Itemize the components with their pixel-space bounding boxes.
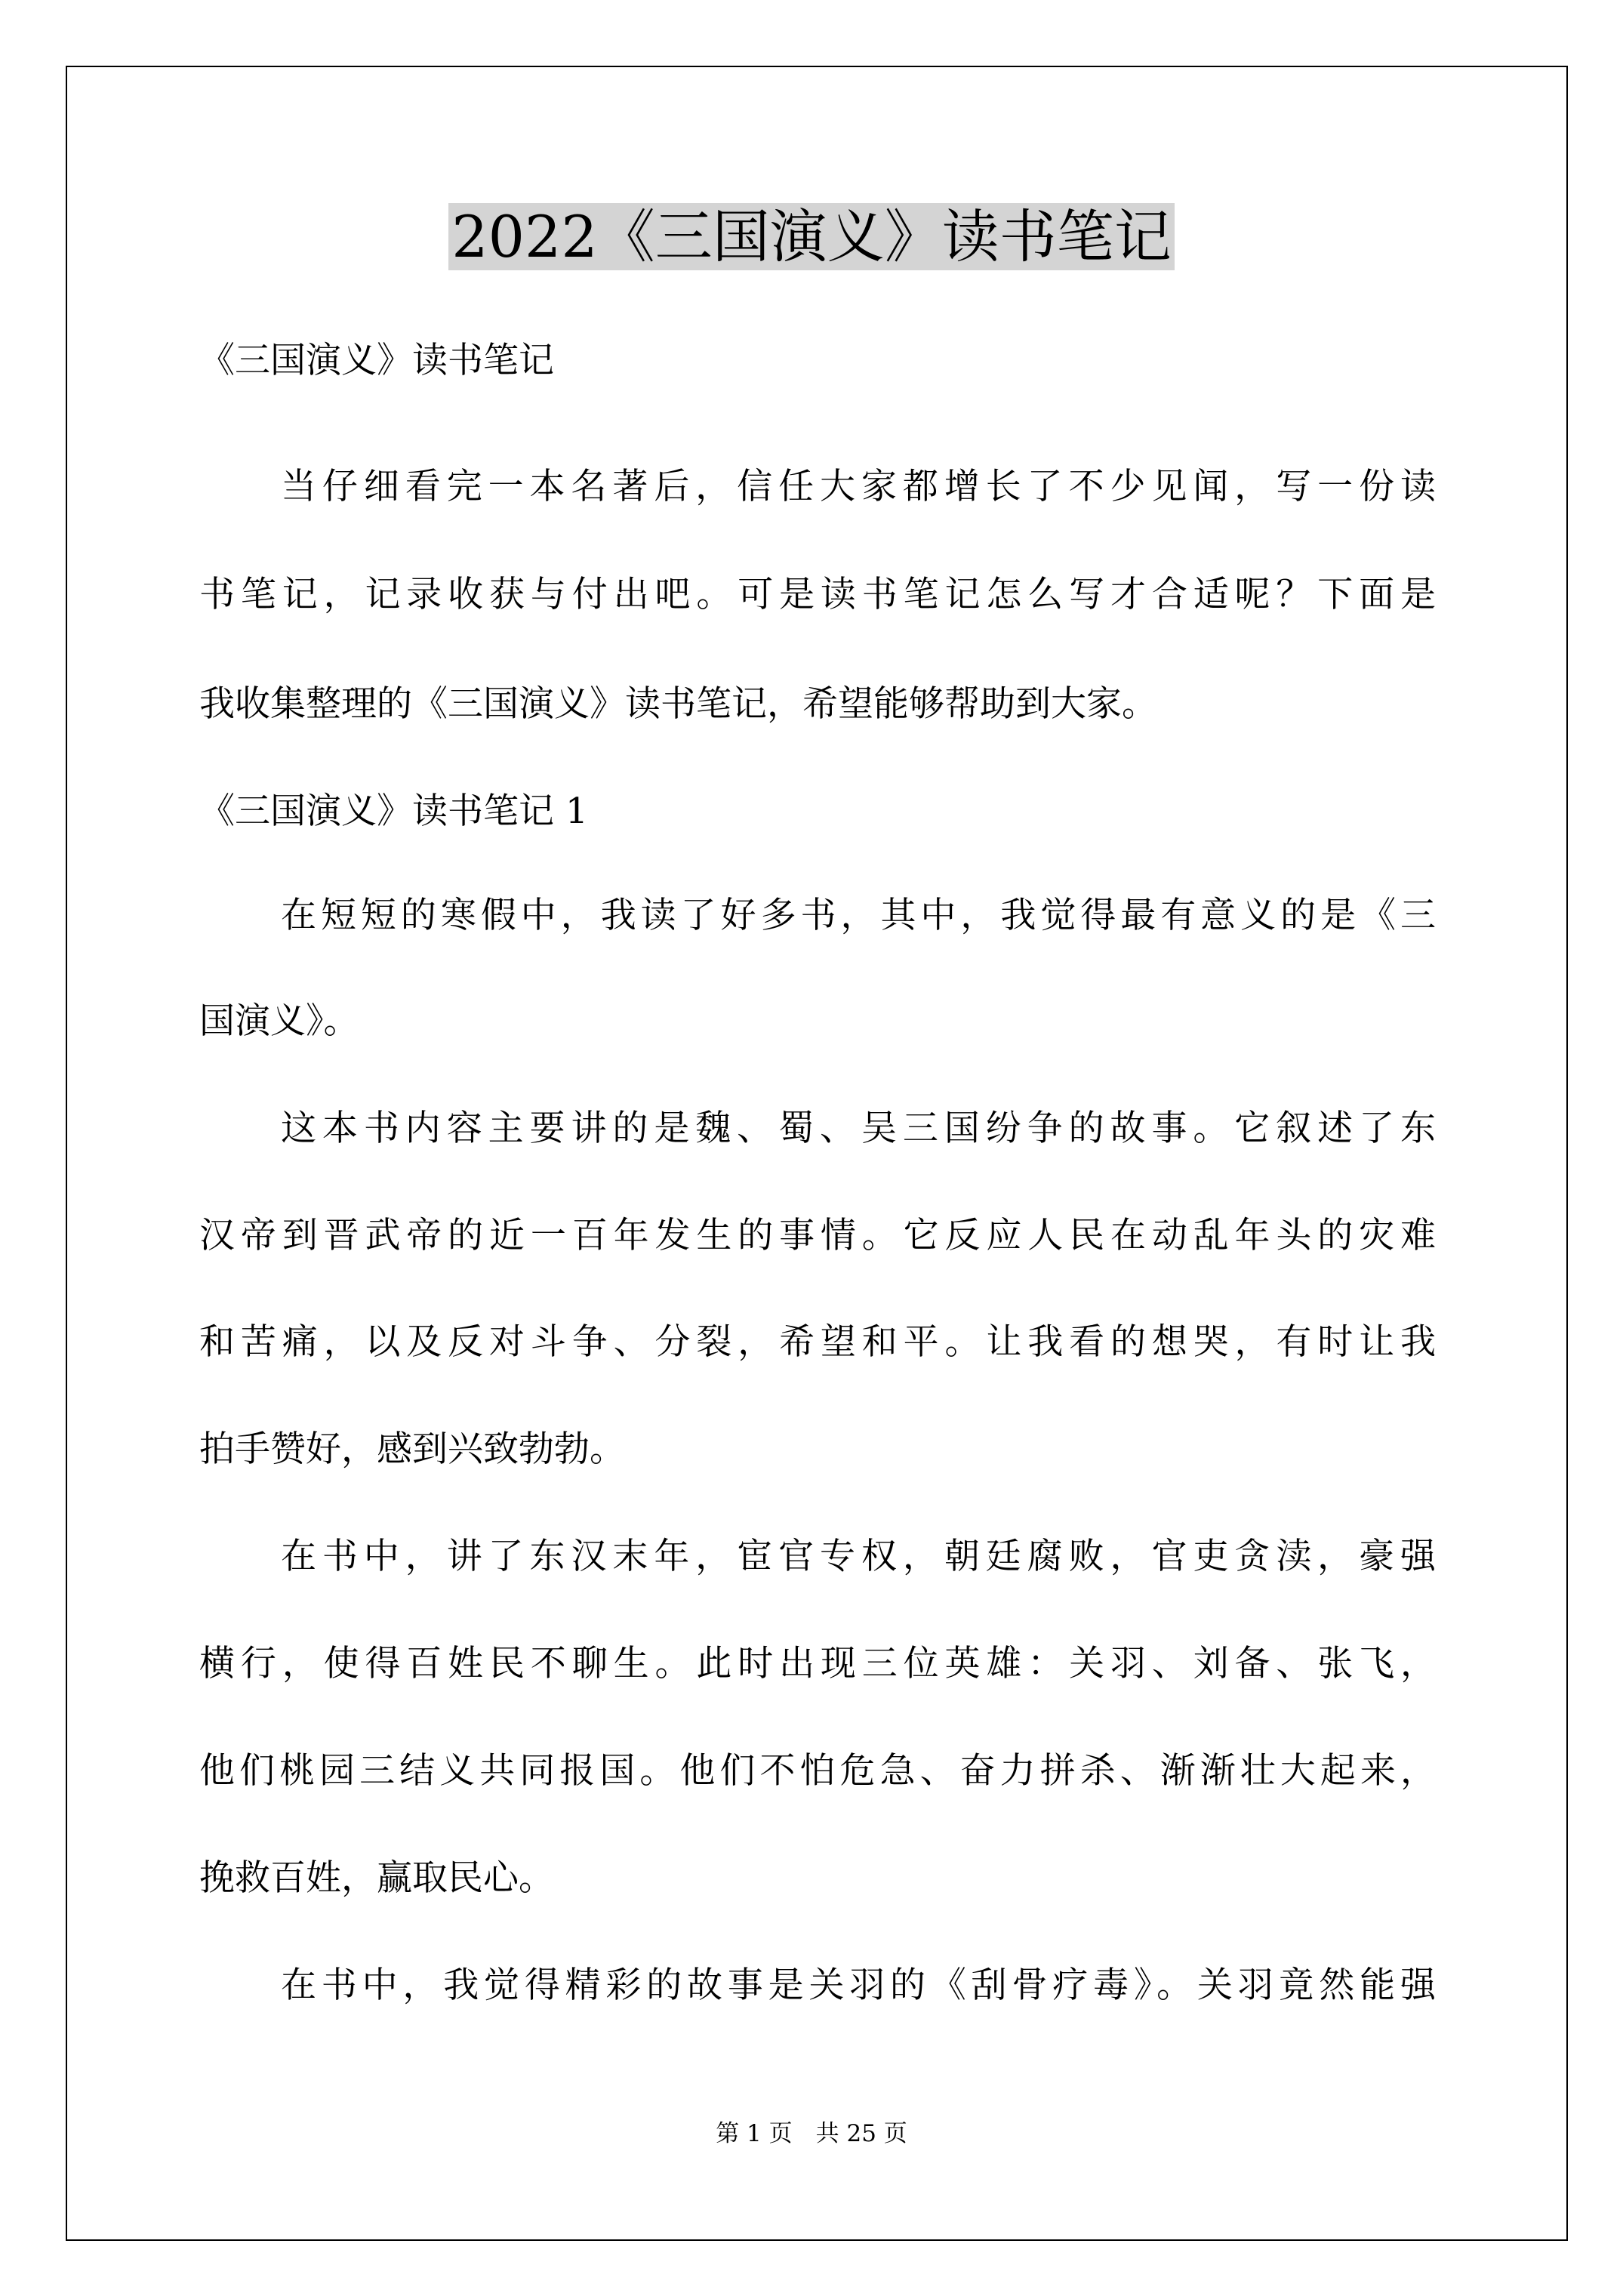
paragraph-line: 国演义》。	[199, 1000, 359, 1042]
paragraph-line: 横行，使得百姓民不聊生。此时出现三位英雄：关羽、刘备、张飞，	[199, 1643, 1436, 1684]
paragraph-line: 我收集整理的《三国演义》读书笔记，希望能够帮助到大家。	[199, 683, 1157, 725]
paragraph-line: 汉帝到晋武帝的近一百年发生的事情。它反应人民在动乱年头的灾难	[199, 1215, 1436, 1256]
section-heading: 《三国演义》读书笔记	[199, 340, 554, 381]
paragraph-line: 在短短的寒假中，我读了好多书，其中，我觉得最有意义的是《三	[281, 895, 1436, 936]
page-border	[66, 66, 1568, 2241]
paragraph-line: 这本书内容主要讲的是魏、蜀、吴三国纷争的故事。它叙述了东	[281, 1108, 1436, 1149]
page-footer: 第 1 页 共 25 页	[716, 2120, 907, 2147]
paragraph-line: 当仔细看完一本名著后，信任大家都增长了不少见闻，写一份读	[281, 466, 1436, 507]
paragraph-line: 在书中，我觉得精彩的故事是关羽的《刮骨疗毒》。关羽竟然能强	[281, 1965, 1436, 2006]
paragraph-line: 在书中，讲了东汉末年，宦官专权，朝廷腐败，官吏贪渎，豪强	[281, 1536, 1436, 1577]
paragraph-line: 拍手赞好，感到兴致勃勃。	[199, 1428, 625, 1470]
section-heading: 《三国演义》读书笔记 1	[199, 791, 588, 832]
document-title-text: 2022《三国演义》读书笔记	[448, 203, 1174, 270]
document-title	[0, 199, 1623, 275]
paragraph-line: 和苦痛，以及反对斗争、分裂，希望和平。让我看的想哭，有时让我	[199, 1321, 1436, 1363]
paragraph-line: 他们桃园三结义共同报国。他们不怕危急、奋力拼杀、渐渐壮大起来，	[199, 1750, 1436, 1792]
paragraph-line: 挽救百姓，赢取民心。	[199, 1857, 554, 1899]
paragraph-line: 书笔记，记录收获与付出吧。可是读书笔记怎么写才合适呢？下面是	[199, 574, 1436, 615]
